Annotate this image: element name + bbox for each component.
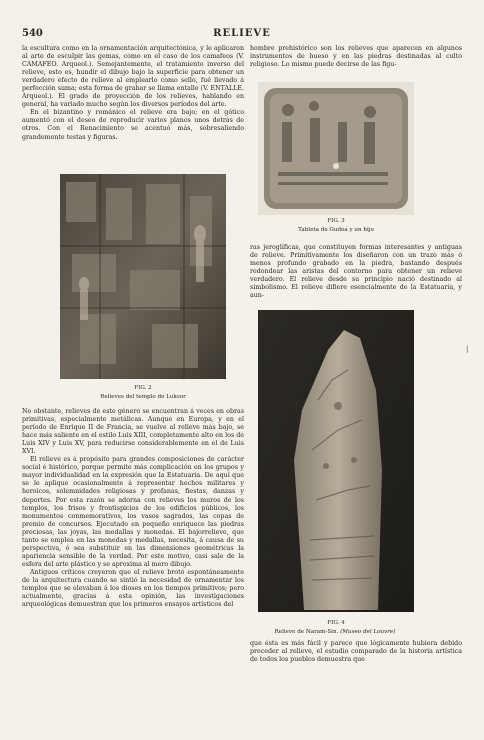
paragraph: El relieve es á propósito para grandes composiciones de carácter social é histórico, porque permite más complicación en los grupos y mayor individualidad en la expresión que la Estatuaria. De aquí que se le aplique ocasionalmente á representar hechos militares y heroicos, solemnidades religiosas y profanas, fiestas, danzas y deportes. Por esta razón se adorna con relieves los muros de los templos, los frisos y frontispicios de los edificios públicos, los monumentos conmemorativos, los vasos sagrados, las copas de premio de concursos. Ejecutado en pequeño enriquece las piedras preciosas, las joyas, las medallas y monedas. El bajorrelieve, que tanto se emplea en las monedas y medallas, necesita, á causa de su perspectiva, ó sea substituir en las dimensiones geométricas la apariencia sensible de la verdad. Por este motivo, casi sale de la esfera del arte plástico y se aproxima al mero dibujo. bbox=[22, 456, 244, 568]
figure-4-caption-italic: (Museo del Louvre) bbox=[340, 629, 396, 635]
page-header bbox=[22, 28, 462, 42]
figure-4-label: FIG. 4 bbox=[327, 620, 345, 626]
figure-2-label: FIG. 2 bbox=[134, 385, 152, 391]
column-right-top bbox=[250, 45, 462, 69]
paragraph: En el bizantino y románico el relieve era bajo; en el gótico aumentó con el deseo de reproducir varios planos unos detrás de otros. Con el Renacimiento se acentuó más, sobresaliendo grandemente testas y figuras. bbox=[22, 109, 244, 141]
figure-4-image bbox=[258, 310, 414, 612]
figure-3-caption: Tableta de Gudea y un hijo bbox=[298, 227, 374, 233]
paragraph: Antiguos críticos creyeron que el relieve brotó espontáneamente de la arquitectura cuando se sintió la necesidad de ornamentar los templos que se elevaban á los dioses en los tiempos primitivos; pero actualmente, gracias á esta opinión, las investigaciones arqueológicas demuestran que los primeros ensayos artísticos del bbox=[22, 568, 244, 609]
paragraph: que ésta es más fácil y parece que lógicamente hubiera debido preceder al relieve, el estudio comparado de la historia artística de todos los pueblos demuestra que bbox=[250, 640, 462, 664]
figure-2-image bbox=[60, 174, 226, 379]
paragraph: No obstante, relieves de este género se encuentran á veces en obras primitivas, especialmente metálicas. Aunque en Europa, y en el período de Enrique II de Francia, se vuelve al relieve más bajo, se hace más saliente en el estilo Luis XIII, completamente alto en los de Luis XIV y Luis XV, para reducirse considerablemente en el de Luis XVI. bbox=[22, 408, 244, 456]
column-left-top bbox=[22, 45, 244, 142]
paragraph: ras jeroglíficas, que constituyen formas interesantes y antiguas de relieve. Primitivamente los diseñaron con un trazo más ó menos profundo grabado en la piedra, bastando después redondear las aristas del contorno para obtener un relieve verdadero. El relieve desde su principio nació destinado al simbolismo. El relieve difiere esencialmente de la Estatuaria, y aun- bbox=[250, 244, 462, 300]
paragraph: la escultura como en la ornamentación arquitectónica, y le aplicaron al arte de esculpir las gemas, como en el caso de los camafeos (V. CAMAFEO. Arqueol.). Semejantemente, el tratamiento inverso del relieve, esto es, hundir el dibujo bajo la superficie para obtener un verdadero efecto de relieve al emplearlo como sello, fué llevado á perfección suma; esta forma de grabar se llama entalle (V. ENTALLE. Arqueol.). El grado de proyección de los relieves, hablando en general, ha variado mucho según los diversos períodos del arte. bbox=[22, 45, 244, 109]
column-right-bottom bbox=[250, 640, 462, 664]
page-number: 540 bbox=[22, 28, 43, 39]
paragraph: hombre prehistórico son los relieves que aparecen en algunos instrumentos de hueso y en las piedras destinadas al culto religioso. Lo mismo puede decirse de las figu- bbox=[250, 45, 462, 69]
margin-mark: ∣ bbox=[466, 345, 469, 354]
figure-3-image bbox=[258, 82, 414, 215]
running-head: RELIEVE bbox=[213, 28, 271, 39]
figure-4-caption bbox=[240, 629, 430, 636]
figure-3-label: FIG. 3 bbox=[327, 218, 345, 224]
figure-2-caption: Relieves del templo de Luksor bbox=[100, 394, 186, 400]
figure-4-caption-main: Relieve de Naram-Sin. bbox=[274, 629, 339, 635]
column-right-middle bbox=[250, 244, 462, 300]
column-left-bottom bbox=[22, 408, 244, 609]
